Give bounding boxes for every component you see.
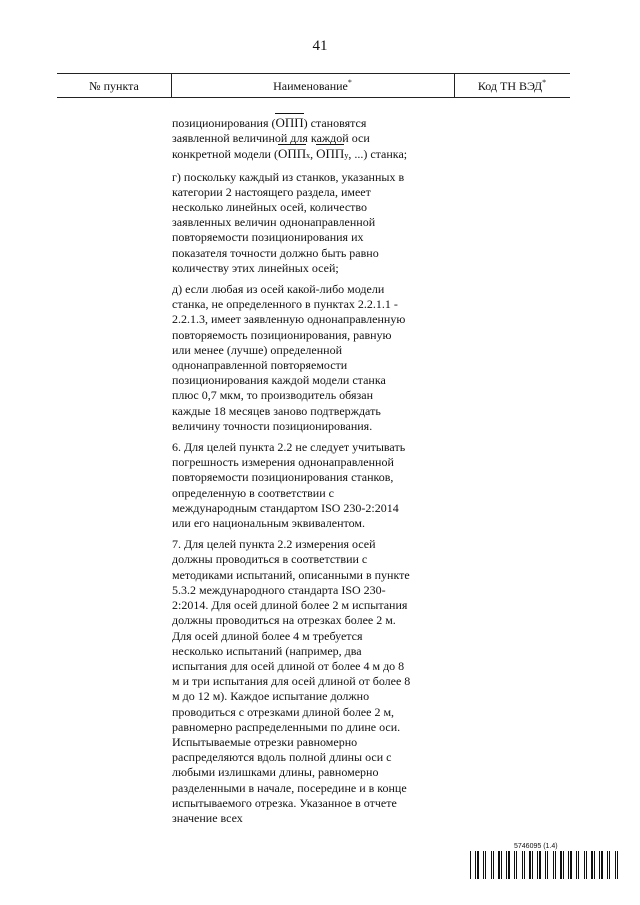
header-name-label: Наименование bbox=[273, 79, 348, 93]
header-code-label: Код ТН ВЭД bbox=[477, 79, 543, 93]
barcode bbox=[470, 843, 622, 883]
header-code-footnote-mark: * bbox=[542, 78, 547, 87]
opp-x-overline: ОПП bbox=[277, 146, 307, 162]
header-code bbox=[454, 79, 570, 94]
subscript-x: x bbox=[306, 151, 311, 161]
paragraph-note-7: 7. Для целей пункта 2.2 измерения осей должны проводиться в соответствии с методиками испытаний, описанными в пункте 5.3.2 международного стандарта ISO 230-2:2014. Для осей длиной более 2 м испытания должны проводиться на отрезках более 2 м. Для осей длиной более 4 м требуется несколько испытаний (например, два испытания для осей длиной от более 4 м до 8 м и три испытания для осей длиной от более 8 м до 12 м). Каждое испытание должно проводиться с отрезками длиной более 2 м, равномерно распределенными по длине оси. Испытываемые отрезки равномерно распределяются вдоль полной длины оси с любыми излишками длины, равномерно разделенными в начале, посередине и в конце испытываемого отрезка. Указанное в отчете значение всех bbox=[172, 537, 411, 825]
header-item-number bbox=[57, 79, 171, 94]
header-item-number-label: № пункта bbox=[89, 79, 139, 93]
text-segment: ) становятся заявленной величиной для каждой оси конкретной модели ( bbox=[172, 116, 370, 162]
opp-overline: ОПП bbox=[275, 115, 304, 130]
paragraph-g: г) поскольку каждый из станков, указанных в категории 2 настоящего раздела, имеет несколько линейных осей, количество заявленных величин однонаправленной повторяемости позиционирования их показателя точности должно быть равно количеству этих линейных осей; bbox=[172, 169, 405, 275]
paragraph-d: д) если любая из осей какой-либо модели станка, не определенного в пунктах 2.2.1.1 - 2.2.1.3, имеет заявленную однонаправленную повторяемость позиционирования, равную или менее (лучше) определенной однонаправленной повторяемости позиционирования каждой модели станка плюс 0,7 мкм, то производитель обязан каждые 18 месяцев заново подтверждать величину точности позиционирования. bbox=[172, 282, 406, 433]
paragraph-note-6: 6. Для целей пункта 2.2 не следует учитывать погрешность измерения однонаправленной повторяемости позиционирования станков, определенную в соответствии с международным стандартом ISO 230-2:2014 или его национальным эквивалентом. bbox=[172, 440, 406, 531]
barcode-code: 5746095 (1.4) bbox=[514, 843, 558, 850]
text-segment: позиционирования ( bbox=[172, 116, 276, 130]
text-segment: , bbox=[310, 147, 317, 162]
paragraph-positioning bbox=[172, 115, 412, 164]
table-header bbox=[57, 73, 570, 98]
text-segment: , ...) станка; bbox=[348, 147, 408, 162]
header-name-footnote-mark: * bbox=[347, 78, 352, 87]
header-name bbox=[171, 79, 454, 94]
subscript-y: y bbox=[344, 151, 349, 161]
barcode-icon bbox=[470, 851, 622, 879]
opp-y-overline: ОПП bbox=[316, 146, 345, 162]
page-number: 41 bbox=[312, 38, 328, 54]
name-column-content bbox=[172, 115, 412, 826]
